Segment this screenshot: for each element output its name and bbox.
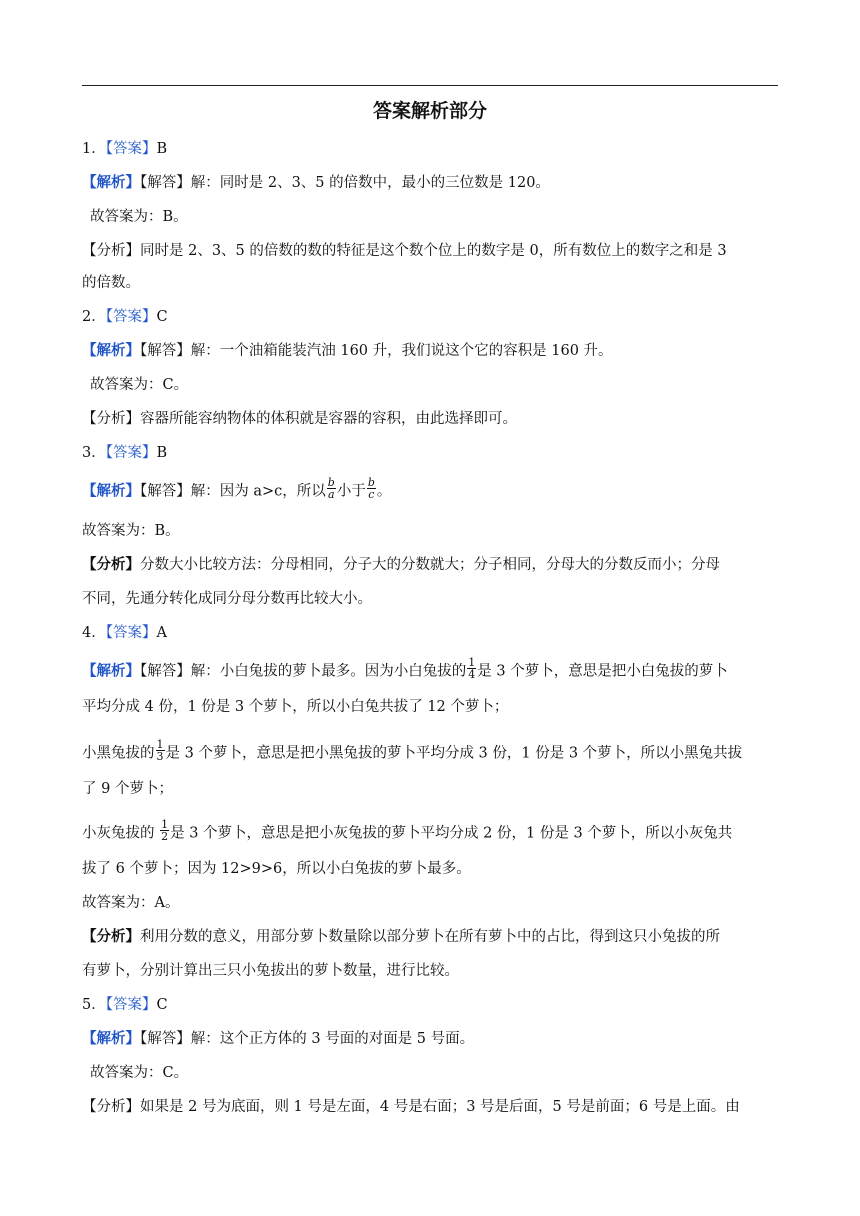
fenxi-tag: 【分析】 (82, 411, 140, 427)
fraction-b-over-a (327, 477, 336, 500)
fraction-numerator: 1 (161, 818, 169, 831)
fraction-numerator: b (327, 476, 335, 489)
q2-answer: C (156, 309, 168, 325)
q5-fenxi-line1 (82, 1096, 782, 1118)
q5-fenxi: 如果是 2 号为底面，则 1 号是左面，4 号是右面；3 号是后面，5 号是前面；6 号是上面。由 (140, 1099, 740, 1115)
fraction-denominator: 2 (161, 830, 169, 843)
fraction-b-over-c (367, 477, 376, 500)
jieda-tag: 【解答】 (140, 343, 191, 359)
q4-fenxi-line2: 有萝卜，分别计算出三只小兔拔出的萝卜数量，进行比较。 (82, 963, 459, 979)
jiexi-tag: 【解析】 (82, 174, 140, 191)
jiexi-tag: 【解析】 (82, 482, 140, 500)
answer-tag: 【答案】 (105, 309, 157, 325)
q3-jieda-b: 小于 (336, 483, 366, 500)
q5-jieda-line (82, 1028, 782, 1050)
q3-answer-line (82, 442, 782, 464)
answer-tag: 【答案】 (105, 625, 157, 641)
page-title: 答案解析部分 (372, 100, 487, 122)
q2-jieda: 解：一个油箱能装汽油 160 升，我们说这个它的容积是 160 升。 (190, 343, 613, 359)
fenxi-tag: 【分析】 (82, 928, 140, 945)
answer-tag: 【答案】 (105, 445, 157, 461)
q4-line2: 平均分成 4 份，1 份是 3 个萝卜，所以小白兔共拔了 12 个萝卜； (82, 699, 509, 715)
q3-fenxi-line1 (82, 554, 782, 576)
q2-answer-line (82, 306, 782, 328)
q5-answer: C (156, 997, 168, 1013)
q4-answer-line (82, 622, 782, 644)
q4-fenxi: 利用分数的意义，用部分萝卜数量除以部分萝卜在所有萝卜中的占比，得到这只小兔拔的所 (140, 929, 720, 945)
fraction-one-quarter (467, 657, 476, 680)
fraction-numerator: 1 (468, 656, 476, 669)
q1-answer: B (156, 141, 168, 157)
fenxi-tag: 【分析】 (82, 556, 140, 573)
q3-number: 3． (82, 445, 106, 461)
q5-answer-line (82, 994, 782, 1016)
q2-fenxi-line1 (82, 408, 782, 430)
q4-jieda-line1 (82, 656, 782, 683)
q4-l5a: 小灰兔拔的 (82, 825, 160, 842)
q4-number: 4． (82, 625, 106, 641)
q3-jieda-c: 。 (376, 483, 392, 500)
jieda-tag: 【解答】 (140, 175, 191, 191)
fraction-one-half (160, 819, 169, 842)
jiexi-tag: 【解析】 (82, 662, 140, 680)
fraction-one-third (156, 739, 165, 762)
jiexi-tag: 【解析】 (82, 342, 140, 359)
jieda-tag: 【解答】 (140, 483, 191, 500)
q1-jieda: 解：同时是 2、3、5 的倍数中，最小的三位数是 120。 (190, 175, 550, 191)
q3-jieda-a: 解：因为 a>c，所以 (190, 483, 326, 500)
q4-line6: 拔了 6 个萝卜；因为 12>9>6，所以小白兔拔的萝卜最多。 (82, 861, 471, 877)
fraction-denominator: c (368, 488, 375, 501)
jieda-tag: 【解答】 (140, 1031, 191, 1047)
answer-tag: 【答案】 (105, 141, 157, 157)
q5-jieda: 解：这个正方体的 3 号面的对面是 5 号面。 (190, 1031, 475, 1047)
jieda-tag: 【解答】 (140, 663, 191, 680)
fenxi-tag: 【分析】 (82, 243, 140, 259)
q5-result: 故答案为：C。 (90, 1065, 189, 1081)
q3-result: 故答案为：B。 (82, 523, 180, 539)
q2-number: 2． (82, 309, 106, 325)
q3-answer: B (156, 445, 168, 461)
q4-l5b: 是 3 个萝卜，意思是把小灰兔拔的萝卜平均分成 2 份，1 份是 3 个萝卜，所以小灰兔共 (170, 825, 733, 842)
q4-fenxi-line1 (82, 926, 782, 948)
answer-tag: 【答案】 (105, 997, 157, 1013)
q1-jieda-line (82, 172, 782, 194)
q4-l3b: 是 3 个萝卜，意思是把小黑兔拔的萝卜平均分成 3 份，1 份是 3 个萝卜，所以小黑兔共拔 (165, 745, 743, 762)
q4-l1b: 是 3 个萝卜，意思是把小白兔拔的萝卜 (477, 663, 728, 680)
jiexi-tag: 【解析】 (82, 1030, 140, 1047)
q3-jieda-line (82, 476, 782, 503)
header-rule (82, 85, 778, 86)
q1-fenxi: 同时是 2、3、5 的倍数的数的特征是这个数个位上的数字是 0，所有数位上的数字之和是 3 (140, 243, 727, 259)
fraction-numerator: b (367, 476, 375, 489)
q4-l3a: 小黑兔拔的 (82, 745, 155, 762)
q1-number: 1． (82, 141, 106, 157)
q4-result: 故答案为：A。 (82, 895, 180, 911)
q4-answer: A (156, 625, 167, 641)
q3-fenxi-line2: 不同，先通分转化成同分母分数再比较大小。 (82, 591, 372, 607)
q5-number: 5． (82, 997, 106, 1013)
q2-jieda-line (82, 340, 782, 362)
q1-result: 故答案为：B。 (90, 209, 188, 225)
q4-l1a: 解：小白兔拔的萝卜最多。因为小白兔拔的 (190, 663, 467, 680)
q2-fenxi: 容器所能容纳物体的体积就是容器的容积，由此选择即可。 (140, 411, 517, 427)
fraction-denominator: 3 (156, 750, 164, 763)
q4-line4: 了 9 个萝卜； (82, 781, 173, 797)
q1-answer-line (82, 138, 782, 160)
q2-result: 故答案为：C。 (90, 377, 189, 393)
q4-line5 (82, 818, 782, 845)
q1-fenxi-line1 (82, 240, 782, 262)
fraction-denominator: a (328, 488, 335, 501)
q4-line3 (82, 738, 782, 765)
q1-fenxi-line2: 的倍数。 (82, 275, 140, 291)
fraction-numerator: 1 (156, 738, 164, 751)
fenxi-tag: 【分析】 (82, 1099, 140, 1115)
fraction-denominator: 4 (468, 668, 476, 681)
q3-fenxi: 分数大小比较方法：分母相同，分子大的分数就大；分子相同，分母大的分数反而小；分母 (140, 557, 720, 573)
